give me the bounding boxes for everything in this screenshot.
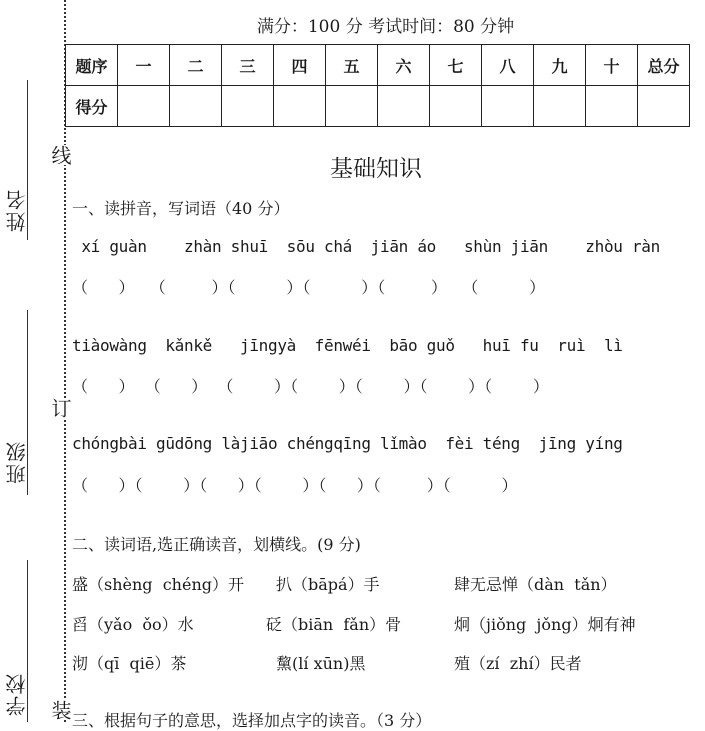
q1-pinyin-row-2: tiàowàng kǎnkě jīngyà fēnwéi bāo guǒ huī fu ruì lì: [72, 336, 623, 355]
cell-q2: 二: [170, 45, 222, 86]
score-cell[interactable]: [638, 86, 690, 127]
cell-q6: 六: [378, 45, 430, 86]
q2-item[interactable]: 舀（yǎo ǒo）水: [72, 615, 194, 634]
class-label: 班级: [5, 440, 29, 484]
school-blank: [27, 560, 28, 722]
score-cell[interactable]: [534, 86, 586, 127]
cell-total: 总分: [638, 45, 690, 86]
cell-q3: 三: [222, 45, 274, 86]
q2-item[interactable]: 黧(lí xūn)黑: [276, 654, 366, 673]
q2-item[interactable]: 肆无忌惮（dàn tǎn）: [454, 575, 617, 594]
school-label: 学校: [5, 672, 29, 716]
q1-pinyin-row-1: xí guàn zhàn shuī sōu chá jiān áo shùn jiān zhòu ràn: [72, 237, 660, 256]
q2-item[interactable]: 盛（shèng chéng）开: [72, 575, 244, 594]
bind-char-bind: 装: [46, 700, 75, 720]
score-cell[interactable]: [430, 86, 482, 127]
q3-heading: 三、根据句子的意思，选择加点字的读音。（3 分）: [72, 711, 432, 730]
score-cell[interactable]: [586, 86, 638, 127]
score-cell[interactable]: [222, 86, 274, 127]
score-cell[interactable]: [326, 86, 378, 127]
cell-q9: 九: [534, 45, 586, 86]
q2-heading: 二、读词语,选正确读音，划横线。(9 分): [72, 535, 361, 554]
cell-q7: 七: [430, 45, 482, 86]
cell-q1: 一: [118, 45, 170, 86]
q2-item[interactable]: 扒（bāpá）手: [276, 575, 380, 594]
q2-item[interactable]: 殖（zí zhí）民者: [454, 654, 582, 673]
q2-item[interactable]: 沏（qī qiē）茶: [72, 654, 187, 673]
q1-heading: 一、读拼音，写词语（40 分）: [72, 199, 290, 218]
score-table: [65, 44, 690, 127]
score-cell[interactable]: [118, 86, 170, 127]
score-cell[interactable]: [170, 86, 222, 127]
cell-score-label: 得分: [66, 86, 118, 127]
cell-order-label: 题序: [66, 45, 118, 86]
section-title: 基础知识: [330, 156, 422, 182]
score-table-header-row: [66, 45, 690, 86]
q2-item[interactable]: 砭（biān fǎn）骨: [266, 615, 402, 634]
q2-item[interactable]: 炯（jiǒng jǒng）炯有神: [454, 615, 636, 634]
q1-answer-row-3[interactable]: （ ）（ ）（ ）（ ）（ ）（ ）（ ）: [72, 476, 518, 495]
class-blank: [27, 310, 28, 495]
cell-q4: 四: [274, 45, 326, 86]
exam-header: 满分：100 分 考试时间：80 分钟: [256, 17, 515, 37]
q1-answer-row-1[interactable]: （ ） （ ）（ ）（ ）（ ） （ ）: [72, 278, 546, 297]
cell-q8: 八: [482, 45, 534, 86]
cell-q5: 五: [326, 45, 378, 86]
bind-char-staple: 订: [46, 398, 75, 418]
name-blank: [27, 80, 28, 240]
score-cell[interactable]: [482, 86, 534, 127]
q1-pinyin-row-3: chóngbài gūdōng làjiāo chéngqīng lǐmào fèi téng jīng yíng: [72, 434, 623, 453]
score-table-score-row: [66, 86, 690, 127]
q1-answer-row-2[interactable]: （ ） （ ） （ ）（ ）（ ）（ ）（ ）: [72, 377, 549, 396]
name-label: 姓名: [5, 188, 29, 232]
binding-margin: [0, 0, 72, 722]
bind-char-line: 线: [46, 145, 75, 165]
score-cell[interactable]: [274, 86, 326, 127]
cell-q10: 十: [586, 45, 638, 86]
score-cell[interactable]: [378, 86, 430, 127]
